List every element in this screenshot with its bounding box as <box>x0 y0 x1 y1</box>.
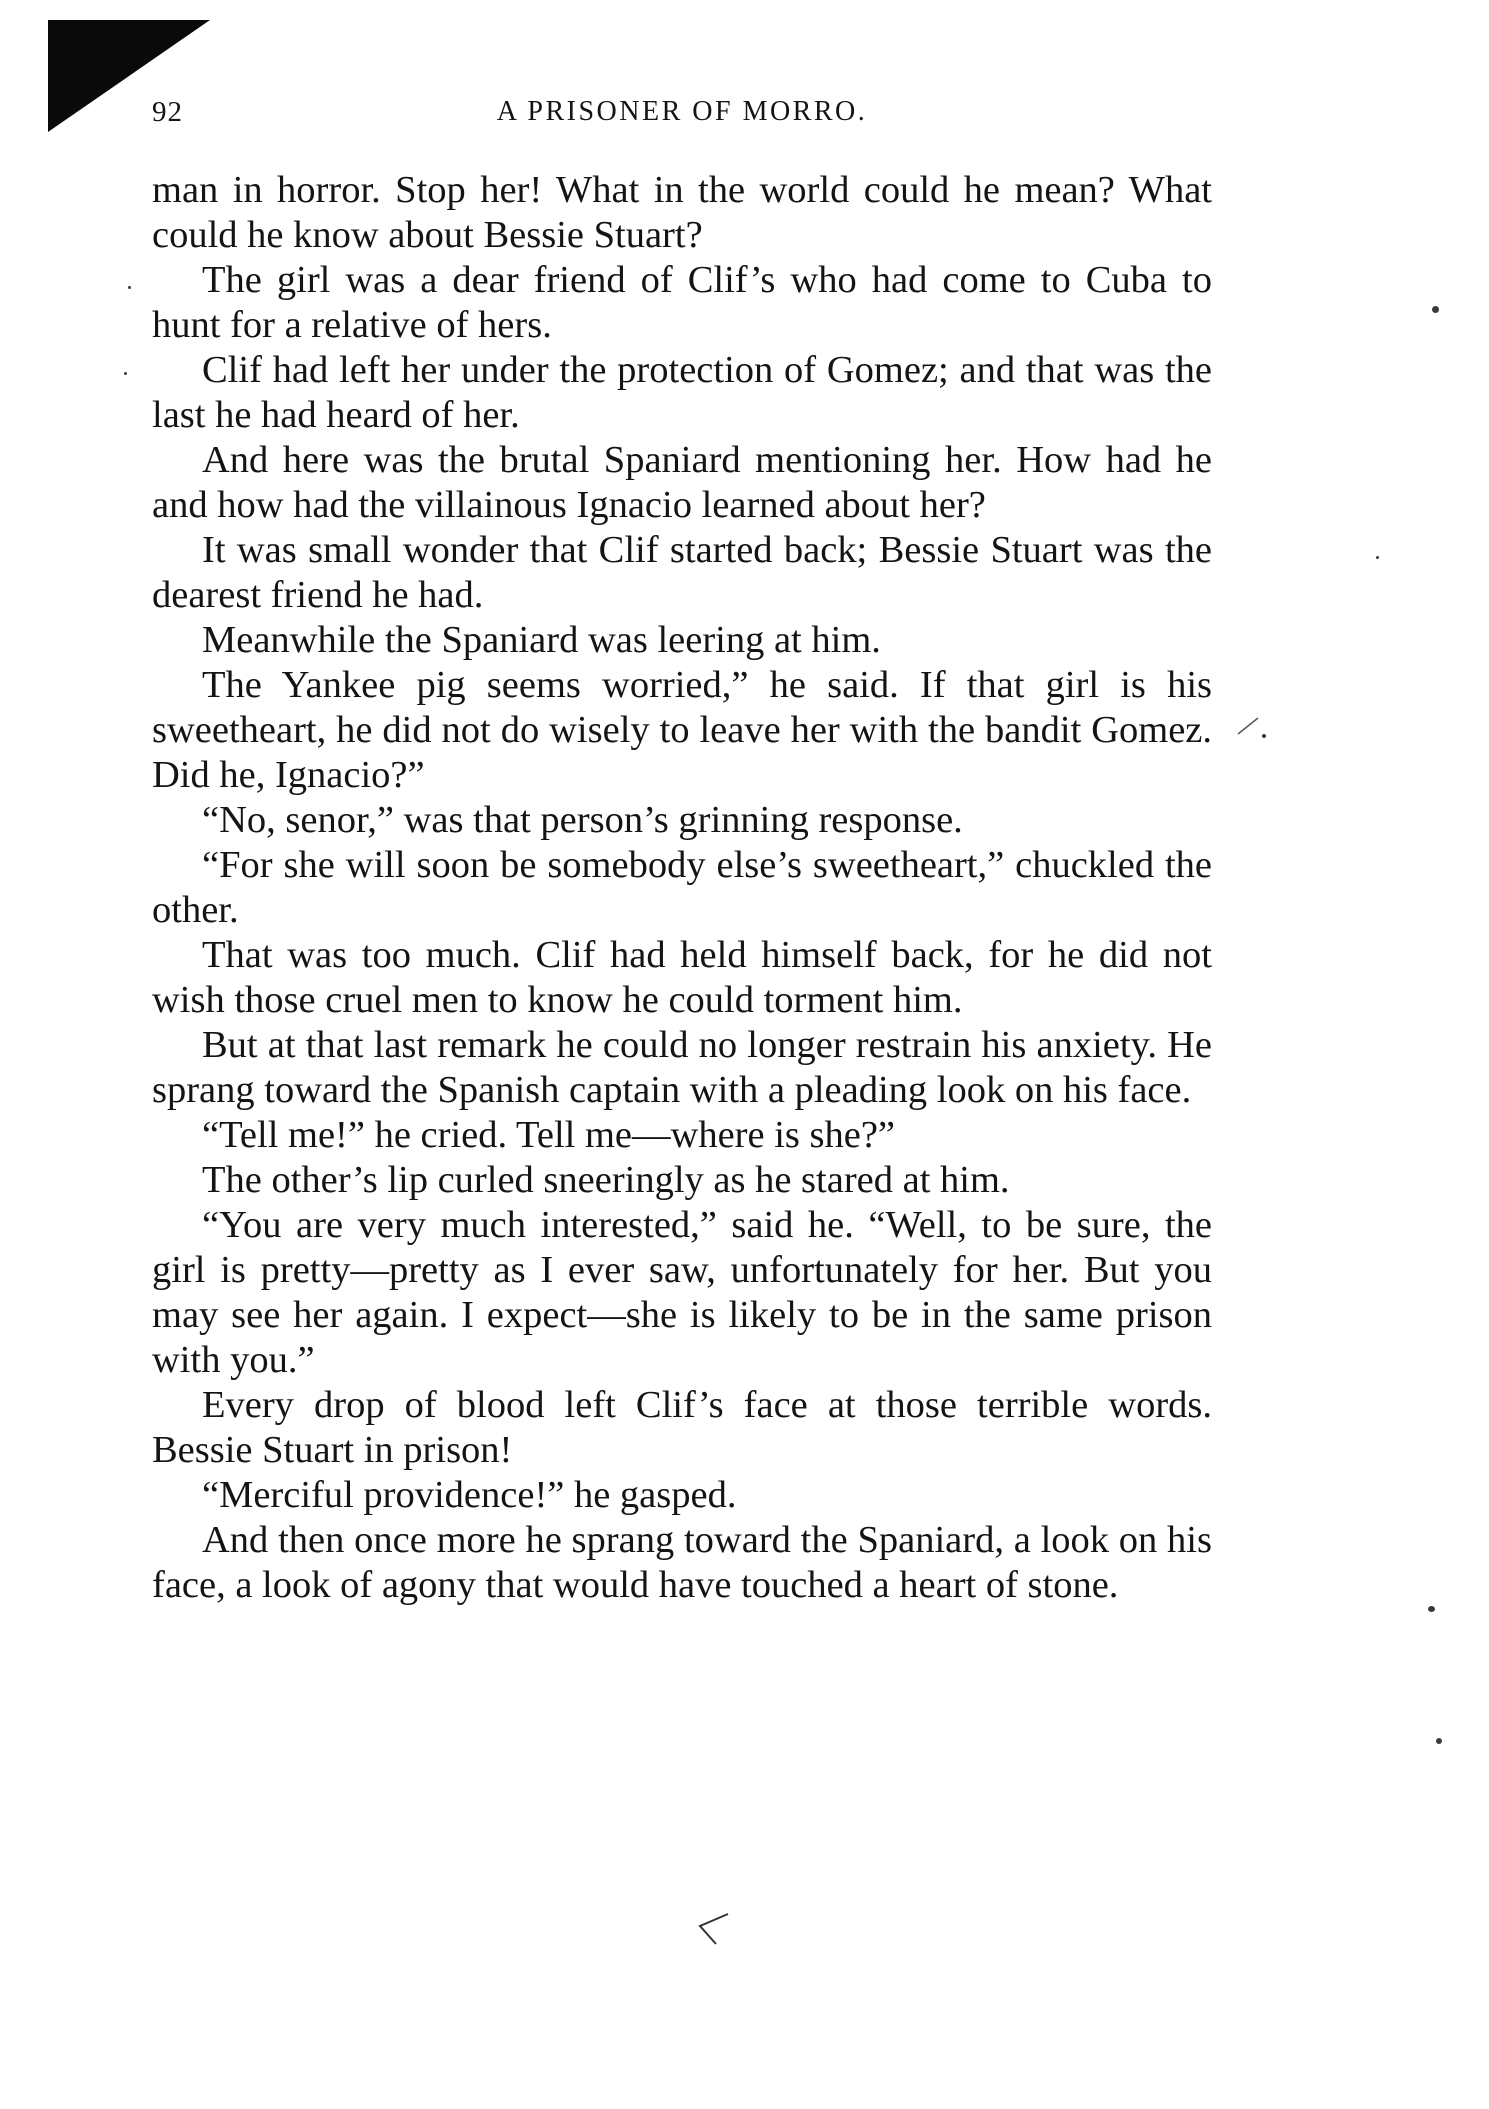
paragraph: That was too much. Clif had held himself back, for he did not wish those cruel men to know he could torment him. <box>152 934 1212 1021</box>
paragraph: And then once more he sprang toward the Spaniard, a look on his face, a look of agony that would have touched a heart of stone. <box>152 1519 1212 1606</box>
paragraph: man in horror. Stop her! What in the world could he mean? What could he know about Bessie Stuart? <box>152 169 1212 256</box>
ink-scratch-mark <box>694 1910 734 1950</box>
paper-speck <box>128 286 131 289</box>
paragraph: “For she will soon be somebody else’s sweetheart,” chuckled the other. <box>152 844 1212 931</box>
paragraph: But at that last remark he could no longer restrain his anxiety. He sprang toward the Spanish captain with a pleading look on his face. <box>152 1024 1212 1111</box>
paragraph: “No, senor,” was that person’s grinning response. <box>202 799 963 841</box>
paragraph: Every drop of blood left Clif’s face at those terrible words. Bessie Stuart in prison! <box>152 1384 1212 1471</box>
body-text <box>152 168 1212 1608</box>
page-number: 92 <box>152 96 183 128</box>
paragraph: The girl was a dear friend of Clif’s who had come to Cuba to hunt for a relative of hers. <box>152 259 1212 346</box>
paragraph: The other’s lip curled sneeringly as he stared at him. <box>202 1159 1010 1201</box>
paragraph: “Merciful providence!” he gasped. <box>202 1474 737 1516</box>
paragraph: The Yankee pig seems worried,” he said. If that girl is his sweetheart, he did not do wisely to leave her with the bandit Gomez. Did he, Ignacio?” <box>152 664 1212 796</box>
paragraph: It was small wonder that Clif started back; Bessie Stuart was the dearest friend he had. <box>152 529 1212 616</box>
paper-speck <box>1262 734 1266 738</box>
running-title: A PRISONER OF MORRO. <box>496 96 868 127</box>
page-header <box>152 96 1212 140</box>
paragraph: “You are very much interested,” said he. “Well, to be sure, the girl is pretty—pretty as I ever saw, unfortunately for her. But you may see her again. I expect—she is likely to be in the same prison with you.” <box>152 1204 1212 1381</box>
paper-speck <box>1376 556 1379 559</box>
paragraph: “Tell me!” he cried. Tell me—where is she?” <box>202 1114 895 1156</box>
paper-speck <box>124 372 127 375</box>
paper-speck <box>1432 306 1439 313</box>
paragraph: Clif had left her under the protection of Gomez; and that was the last he had heard of her. <box>152 349 1212 436</box>
paper-speck <box>1436 1738 1442 1744</box>
paragraph: Meanwhile the Spaniard was leering at him. <box>202 619 881 661</box>
paragraph: And here was the brutal Spaniard mentioning her. How had he and how had the villainous Ignacio learned about her? <box>152 439 1212 526</box>
paper-speck <box>1428 1606 1435 1612</box>
ink-scratch-mark <box>1236 710 1276 740</box>
